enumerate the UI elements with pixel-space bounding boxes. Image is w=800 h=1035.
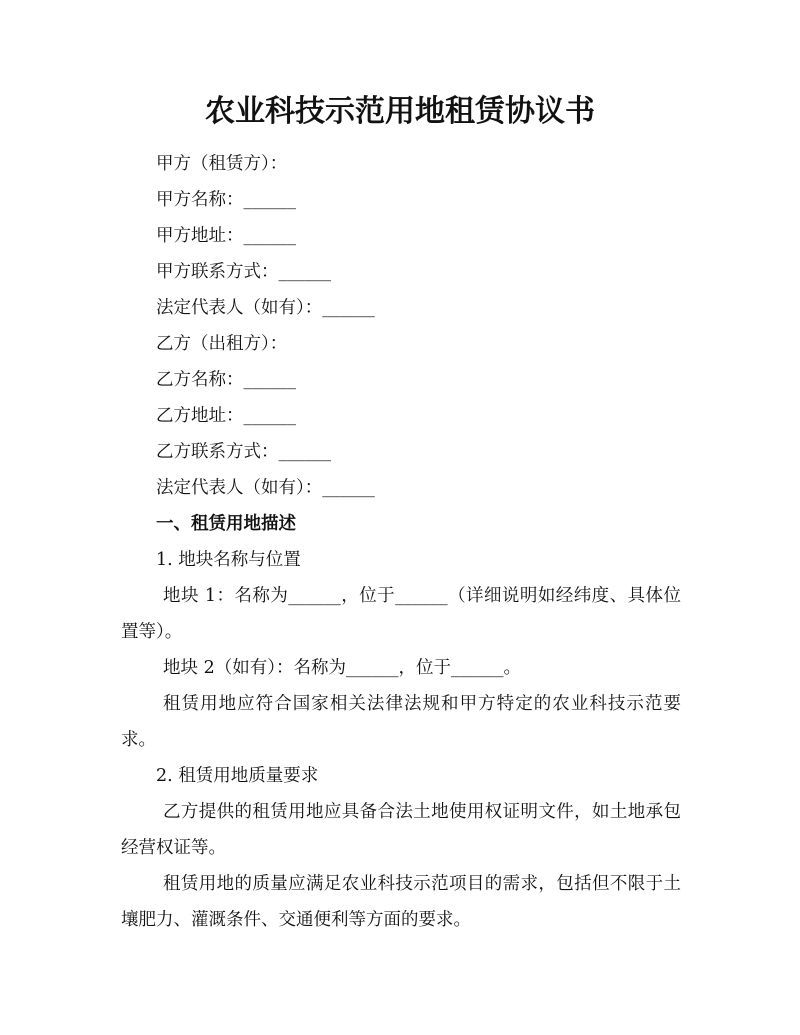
subsection-heading: 2. 租赁用地质量要求: [156, 766, 319, 786]
party-a-name: 甲方名称：______: [156, 190, 296, 210]
compliance-paragraph: 租赁用地应符合国家相关法律法规和甲方特定的农业科技示范要求。: [121, 694, 681, 750]
section-heading: 一、租赁用地描述: [156, 514, 296, 534]
plot-2-paragraph: 地块 2（如有）：名称为______，位于______。: [163, 658, 521, 678]
party-b-header: 乙方（出租方）：: [156, 334, 288, 354]
certificates-paragraph: 乙方提供的租赁用地应具备合法土地使用权证明文件，如土地承包经营权证等。: [121, 802, 681, 858]
plot-1-paragraph: 地块 1：名称为______，位于______（详细说明如经纬度、具体位置等）。: [121, 586, 681, 642]
party-a-legal-rep: 法定代表人（如有）：______: [156, 298, 375, 318]
party-a-address: 甲方地址：______: [156, 226, 296, 246]
quality-paragraph: 租赁用地的质量应满足农业科技示范项目的需求，包括但不限于土壤肥力、灌溉条件、交通便利等方面的要求。: [121, 874, 681, 930]
subsection-heading: 1. 地块名称与位置: [156, 550, 301, 570]
party-b-legal-rep: 法定代表人（如有）：______: [156, 478, 375, 498]
party-b-contact: 乙方联系方式：______: [156, 442, 331, 462]
party-a-header: 甲方（租赁方）：: [156, 154, 288, 174]
document-title: 农业科技示范用地租赁协议书: [205, 94, 595, 129]
party-b-address: 乙方地址：______: [156, 406, 296, 426]
party-a-contact: 甲方联系方式：______: [156, 262, 331, 282]
party-b-name: 乙方名称：______: [156, 370, 296, 390]
